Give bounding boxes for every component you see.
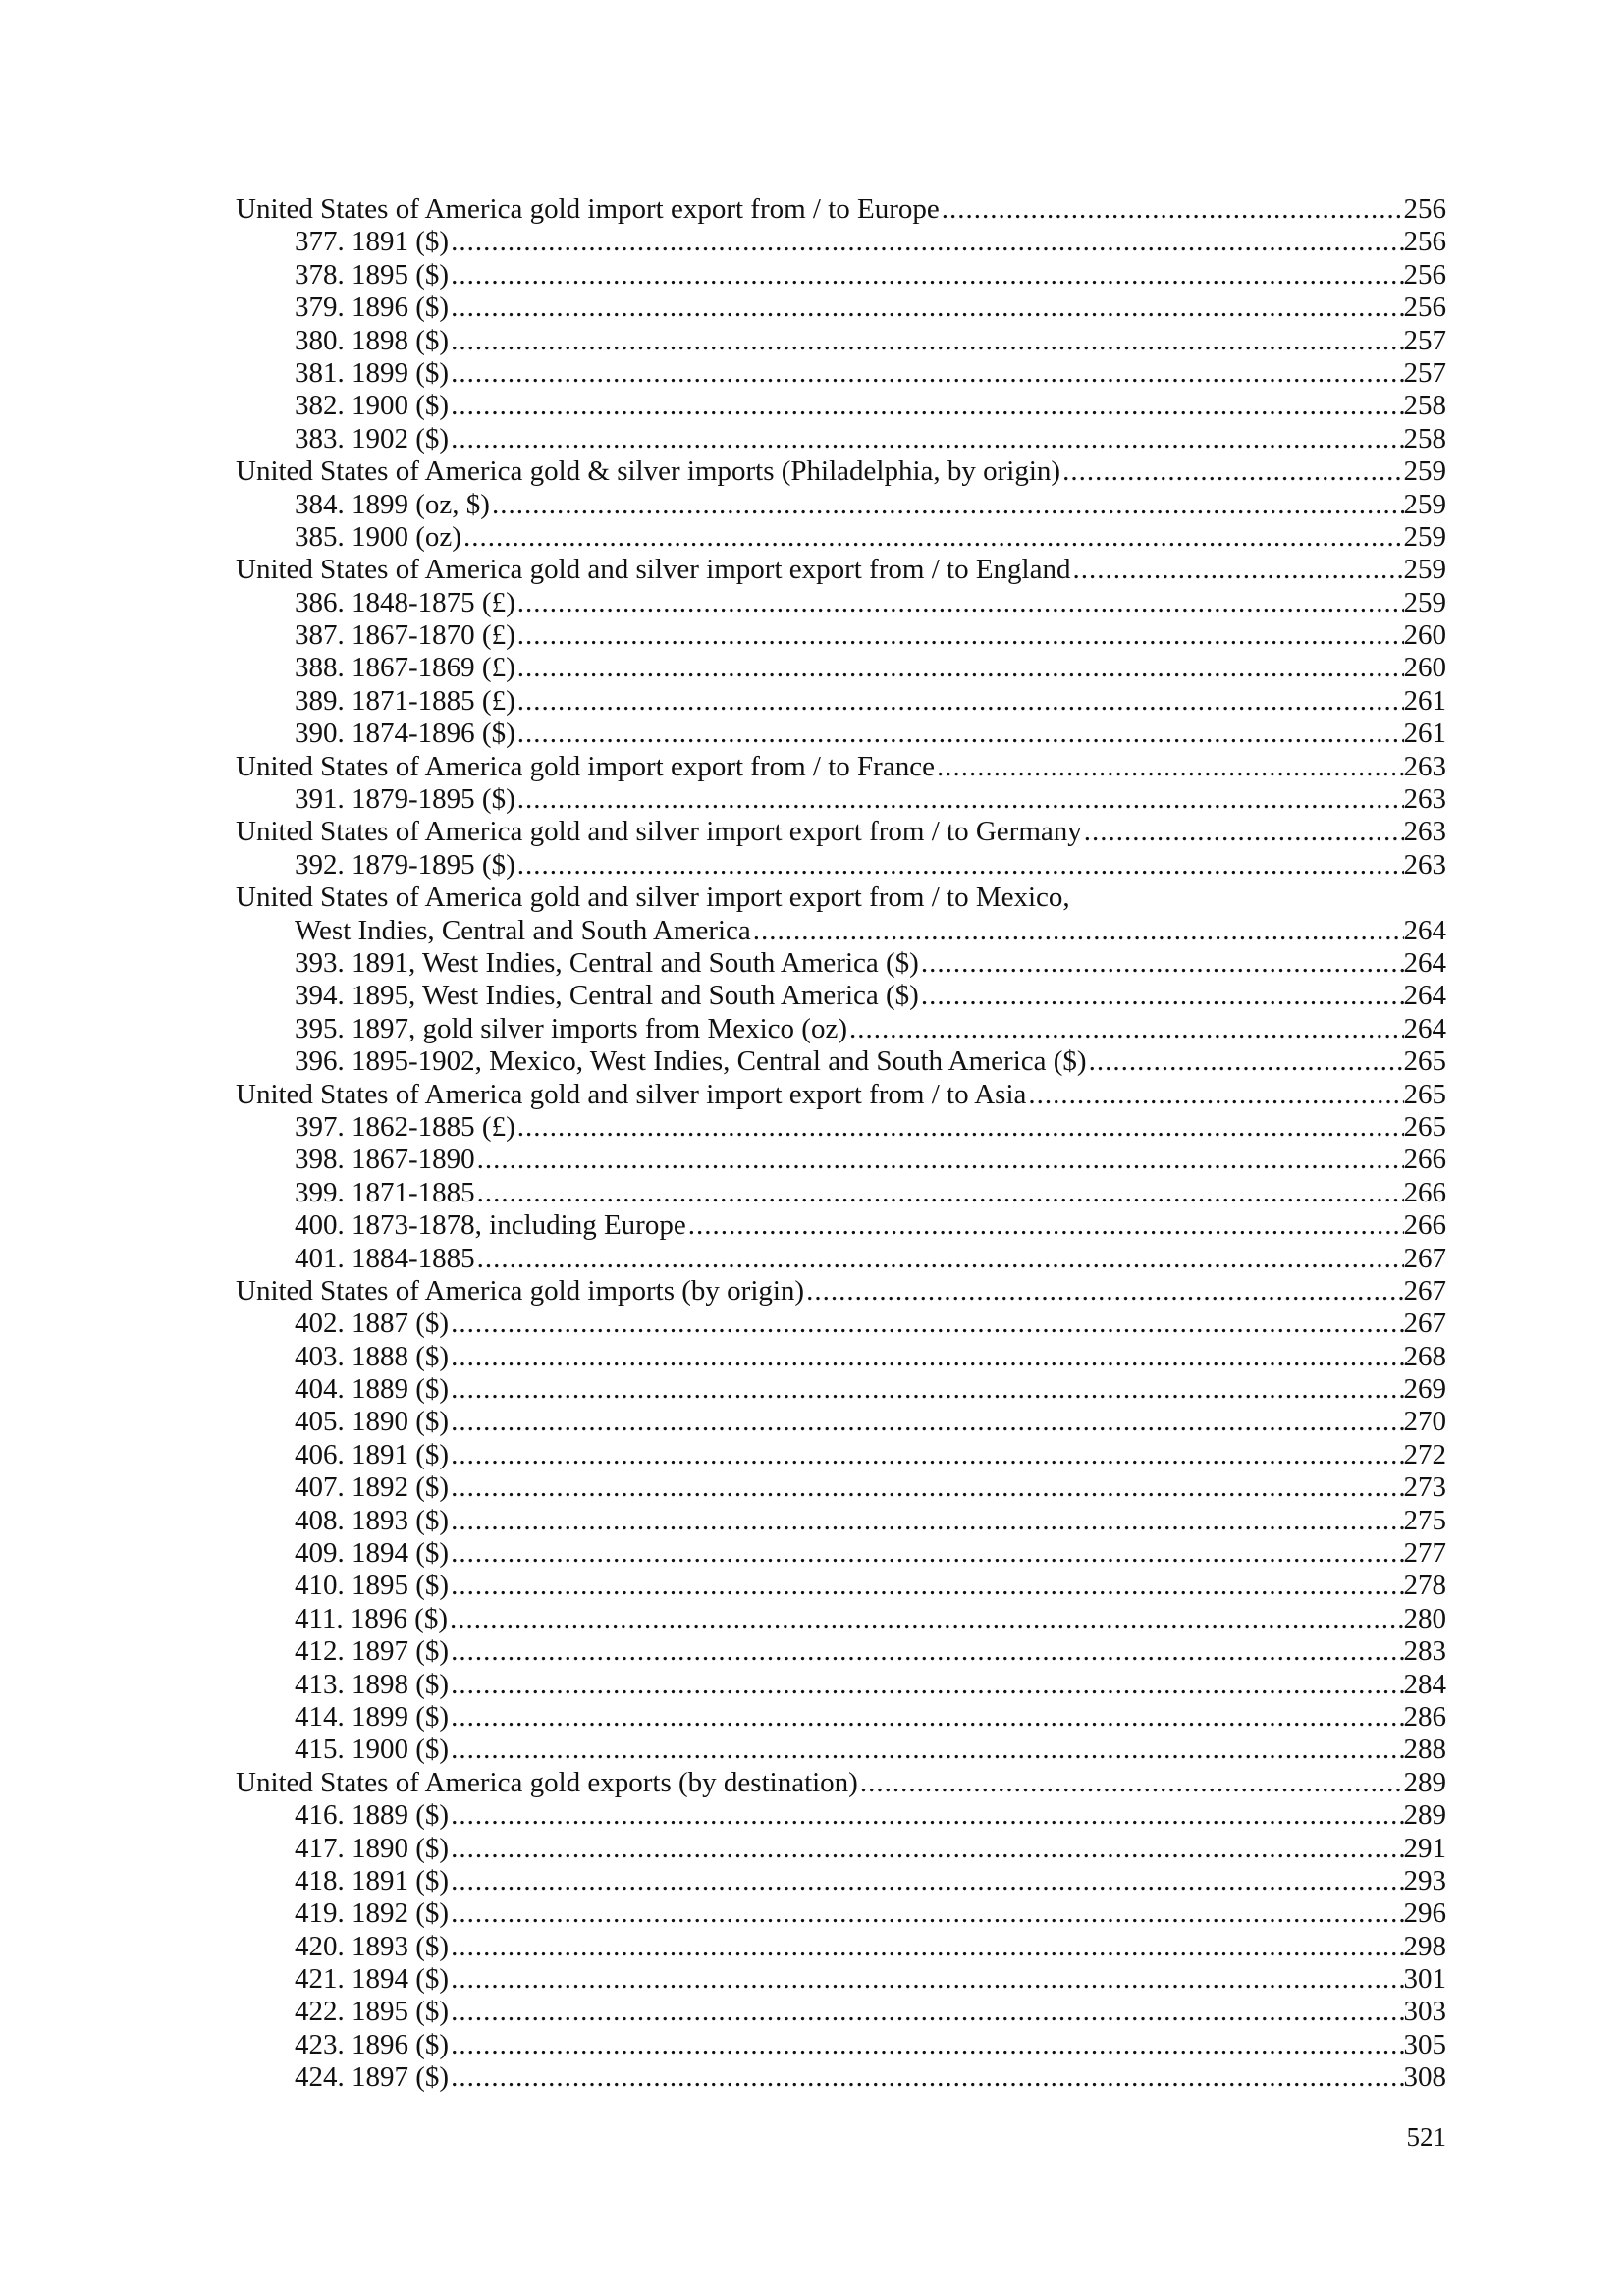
dot-leader	[449, 357, 1403, 390]
toc-entry-title: United States of America gold imports (by origin)	[236, 1274, 805, 1307]
toc-entry-page: 257	[1403, 356, 1446, 389]
toc-entry	[236, 1669, 1446, 1701]
dot-leader	[919, 980, 1404, 1012]
toc-entry-page: 264	[1403, 1012, 1446, 1044]
dot-leader	[515, 718, 1404, 750]
toc-entry-page: 273	[1403, 1471, 1446, 1504]
toc-entry	[236, 521, 1446, 554]
toc-entry-title: 424. 1897 ($)	[295, 2061, 450, 2094]
toc-section-heading	[236, 751, 1446, 783]
toc-entry-title: 391. 1879-1895 ($)	[295, 783, 515, 816]
toc-entry-title: 382. 1900 ($)	[295, 390, 450, 422]
toc-entry-page: 259	[1403, 488, 1446, 520]
toc-entry-page: 305	[1403, 2028, 1446, 2060]
toc-entry-page: 269	[1403, 1373, 1446, 1406]
toc-entry-page: 284	[1403, 1668, 1446, 1700]
toc-entry	[236, 1603, 1446, 1635]
toc-entry-title: 380. 1898 ($)	[295, 324, 450, 356]
toc-entry-title: 411. 1896 ($)	[295, 1602, 448, 1634]
toc-entry-page: 261	[1403, 684, 1446, 717]
toc-entry-title: 377. 1891 ($)	[295, 226, 450, 258]
dot-leader	[449, 1799, 1403, 1832]
dot-leader	[804, 1275, 1403, 1308]
toc-entry-title: United States of America gold exports (by destination)	[236, 1766, 858, 1798]
toc-entry-page: 258	[1403, 390, 1446, 422]
toc-entry-title: 402. 1887 ($)	[295, 1308, 450, 1340]
toc-entry-title: 379. 1896 ($)	[295, 292, 450, 324]
dot-leader	[475, 1177, 1404, 1209]
toc-entry-page: 265	[1403, 1110, 1446, 1143]
toc-entry-title: 385. 1900 (oz)	[295, 520, 461, 553]
dot-leader	[449, 2061, 1403, 2094]
toc-entry-page: 256	[1403, 258, 1446, 291]
toc-entry-page: 256	[1403, 193, 1446, 225]
toc-entry-page: 272	[1403, 1438, 1446, 1470]
toc-entry-title: United States of America gold import export from / to Europe	[236, 193, 940, 225]
toc-entry-title: 378. 1895 ($)	[295, 258, 450, 291]
toc-entry-page: 301	[1403, 1963, 1446, 1996]
toc-entry	[236, 587, 1446, 619]
toc-entry	[236, 783, 1446, 816]
dot-leader	[449, 1537, 1403, 1570]
toc-entry-title: 383. 1902 ($)	[295, 422, 450, 454]
toc-entry	[236, 619, 1446, 652]
toc-entry	[236, 1897, 1446, 1930]
toc-entry-title: 413. 1898 ($)	[295, 1668, 450, 1700]
toc-entry-title: 418. 1891 ($)	[295, 1864, 450, 1896]
toc-entry-page: 303	[1403, 1996, 1446, 2028]
dot-leader	[515, 685, 1404, 718]
toc-entry-title: 410. 1895 ($)	[295, 1570, 450, 1602]
toc-entry-page: 266	[1403, 1176, 1446, 1208]
toc-entry-page: 265	[1403, 1045, 1446, 1078]
dot-leader	[449, 1865, 1403, 1897]
toc-entry	[236, 1931, 1446, 1963]
dot-leader	[490, 489, 1404, 521]
toc-entry	[236, 980, 1446, 1012]
dot-leader	[1082, 816, 1404, 848]
toc-section-heading	[236, 1767, 1446, 1799]
toc-entry-page: 283	[1403, 1635, 1446, 1668]
dot-leader	[515, 783, 1404, 816]
dot-leader	[449, 1734, 1403, 1766]
toc-entry-title: 397. 1862-1885 (£)	[295, 1110, 515, 1143]
toc-entry-title: 394. 1895, West Indies, Central and South America ($)	[295, 980, 919, 1012]
dot-leader	[935, 751, 1404, 783]
toc-entry-page: 267	[1403, 1242, 1446, 1274]
toc-entry-title: 403. 1888 ($)	[295, 1340, 450, 1372]
dot-leader	[449, 325, 1403, 357]
dot-leader	[449, 2029, 1403, 2061]
toc-entry	[236, 1865, 1446, 1897]
toc-entry	[236, 2061, 1446, 2094]
toc-section-heading	[236, 1079, 1446, 1111]
toc-entry	[236, 390, 1446, 422]
toc-entry-title: 388. 1867-1869 (£)	[295, 652, 515, 684]
toc-entry-page: 259	[1403, 520, 1446, 553]
toc-section-heading	[236, 881, 1446, 914]
toc-entry-page: 267	[1403, 1274, 1446, 1307]
toc-entry	[236, 685, 1446, 718]
toc-entry-title: 414. 1899 ($)	[295, 1700, 450, 1733]
toc-entry-page: 258	[1403, 422, 1446, 454]
toc-entry-page: 259	[1403, 455, 1446, 488]
toc-entry-title: United States of America gold & silver imports (Philadelphia, by origin)	[236, 455, 1061, 488]
toc-entry-title: 393. 1891, West Indies, Central and South America ($)	[295, 946, 919, 979]
toc-entry-title: 400. 1873-1878, including Europe	[295, 1209, 686, 1242]
toc-entry-page: 275	[1403, 1504, 1446, 1536]
toc-section-heading	[236, 193, 1446, 226]
dot-leader	[686, 1209, 1404, 1242]
toc-entry-page: 289	[1403, 1766, 1446, 1798]
toc-entry-page: 293	[1403, 1864, 1446, 1896]
dot-leader	[515, 619, 1404, 652]
toc-section-heading	[236, 1275, 1446, 1308]
toc-section-heading	[236, 554, 1446, 586]
dot-leader	[461, 521, 1404, 554]
toc-entry	[236, 1045, 1446, 1078]
toc-entry-page: 263	[1403, 848, 1446, 881]
toc-entry-page: 270	[1403, 1406, 1446, 1438]
dot-leader	[449, 1373, 1403, 1406]
toc-entry-page: 257	[1403, 324, 1446, 356]
toc-entry-page: 260	[1403, 619, 1446, 652]
dot-leader	[940, 193, 1404, 226]
toc-entry	[236, 1537, 1446, 1570]
dot-leader	[1060, 455, 1403, 488]
toc-entry	[236, 423, 1446, 455]
toc-entry-page: 265	[1403, 1078, 1446, 1110]
toc-entry-page: 264	[1403, 980, 1446, 1012]
page-number: 521	[1406, 2122, 1446, 2152]
toc-entry	[236, 1505, 1446, 1537]
toc-entry-title: 412. 1897 ($)	[295, 1635, 450, 1668]
dot-leader	[858, 1767, 1404, 1799]
dot-leader	[449, 1439, 1403, 1471]
toc-entry	[236, 1406, 1446, 1438]
toc-entry-title: 408. 1893 ($)	[295, 1504, 450, 1536]
toc-entry	[236, 1799, 1446, 1832]
toc-entry-title: 419. 1892 ($)	[295, 1897, 450, 1930]
dot-leader	[449, 1897, 1403, 1930]
toc-entry-page: 263	[1403, 816, 1446, 848]
toc-entry	[236, 652, 1446, 684]
toc-entry-title: 407. 1892 ($)	[295, 1471, 450, 1504]
toc-entry	[236, 1701, 1446, 1734]
dot-leader	[449, 1833, 1403, 1865]
toc-entry-title: United States of America gold and silver import export from / to England	[236, 554, 1071, 586]
dot-leader	[449, 390, 1403, 422]
toc-entry-page: 263	[1403, 783, 1446, 816]
toc-entry	[236, 1439, 1446, 1471]
toc-entry-title: 420. 1893 ($)	[295, 1930, 450, 1962]
dot-leader	[475, 1144, 1404, 1176]
toc-entry-title: 417. 1890 ($)	[295, 1832, 450, 1864]
toc-entry-title: 396. 1895-1902, Mexico, West Indies, Central and South America ($)	[295, 1045, 1087, 1078]
dot-leader	[448, 1603, 1404, 1635]
dot-leader	[449, 1701, 1403, 1734]
toc-entry	[236, 1734, 1446, 1766]
dot-leader	[847, 1013, 1404, 1045]
toc-entry	[236, 1243, 1446, 1275]
dot-leader	[449, 292, 1403, 324]
toc-entry-page: 264	[1403, 914, 1446, 946]
toc-entry-title: 384. 1899 (oz, $)	[295, 488, 490, 520]
toc-entry	[236, 357, 1446, 390]
toc-entry	[236, 1996, 1446, 2028]
dot-leader	[449, 259, 1403, 292]
toc-entry-title: 386. 1848-1875 (£)	[295, 586, 515, 618]
toc-entry-title: United States of America gold import export from / to France	[236, 750, 935, 782]
toc-entry-title: 399. 1871-1885	[295, 1176, 475, 1208]
dot-leader	[449, 423, 1403, 455]
toc-entry-title: 404. 1889 ($)	[295, 1373, 450, 1406]
dot-leader	[449, 1341, 1403, 1373]
toc-entry-page: 259	[1403, 554, 1446, 586]
toc-entry	[236, 915, 1446, 947]
toc-entry	[236, 1111, 1446, 1144]
toc-entry-title: United States of America gold and silver import export from / to Germany	[236, 816, 1082, 848]
toc-entry-title: 406. 1891 ($)	[295, 1438, 450, 1470]
toc-entry-title: 390. 1874-1896 ($)	[295, 718, 515, 750]
toc-entry-title: 415. 1900 ($)	[295, 1734, 450, 1766]
dot-leader	[751, 915, 1404, 947]
dot-leader	[449, 1931, 1403, 1963]
toc-entry	[236, 947, 1446, 980]
toc-entry-page: 259	[1403, 586, 1446, 618]
table-of-contents	[236, 193, 1446, 2095]
toc-entry-title: 387. 1867-1870 (£)	[295, 619, 515, 652]
toc-entry-page: 260	[1403, 652, 1446, 684]
toc-entry-page: 286	[1403, 1700, 1446, 1733]
dot-leader	[449, 1505, 1403, 1537]
toc-section-heading	[236, 816, 1446, 848]
toc-entry-page: 268	[1403, 1340, 1446, 1372]
toc-entry-title: 398. 1867-1890	[295, 1144, 475, 1176]
toc-entry	[236, 1308, 1446, 1340]
toc-entry	[236, 2029, 1446, 2061]
toc-entry-page: 263	[1403, 750, 1446, 782]
toc-entry	[236, 489, 1446, 521]
dot-leader	[919, 947, 1404, 980]
dot-leader	[449, 1406, 1403, 1438]
toc-entry-title: West Indies, Central and South America	[295, 914, 751, 946]
toc-entry-page: 291	[1403, 1832, 1446, 1864]
toc-entry-title: 405. 1890 ($)	[295, 1406, 450, 1438]
toc-entry	[236, 1471, 1446, 1504]
toc-entry	[236, 1209, 1446, 1242]
toc-section-heading	[236, 455, 1446, 488]
dot-leader	[449, 1570, 1403, 1602]
toc-entry-title: 389. 1871-1885 (£)	[295, 684, 515, 717]
toc-entry-title: United States of America gold and silver import export from / to Asia	[236, 1078, 1027, 1110]
dot-leader	[449, 1471, 1403, 1504]
toc-entry-page: 298	[1403, 1930, 1446, 1962]
toc-entry-title: 416. 1889 ($)	[295, 1799, 450, 1832]
toc-entry-page: 288	[1403, 1734, 1446, 1766]
toc-entry	[236, 325, 1446, 357]
dot-leader	[515, 652, 1404, 684]
toc-entry-title: 423. 1896 ($)	[295, 2028, 450, 2060]
dot-leader	[515, 1111, 1404, 1144]
dot-leader	[449, 1963, 1403, 1996]
dot-leader	[449, 1669, 1403, 1701]
toc-entry-page: 264	[1403, 946, 1446, 979]
dot-leader	[515, 587, 1404, 619]
toc-entry	[236, 849, 1446, 881]
toc-entry-page: 277	[1403, 1537, 1446, 1570]
toc-entry	[236, 1013, 1446, 1045]
dot-leader	[449, 1635, 1403, 1668]
toc-entry	[236, 1341, 1446, 1373]
toc-entry	[236, 226, 1446, 258]
toc-entry	[236, 1177, 1446, 1209]
toc-entry-page: 267	[1403, 1308, 1446, 1340]
toc-entry-page: 266	[1403, 1144, 1446, 1176]
toc-entry	[236, 1635, 1446, 1668]
dot-leader	[1087, 1045, 1404, 1078]
dot-leader	[449, 1308, 1403, 1340]
toc-entry-title: 421. 1894 ($)	[295, 1963, 450, 1996]
toc-entry-page: 289	[1403, 1799, 1446, 1832]
toc-entry-page: 256	[1403, 226, 1446, 258]
dot-leader	[475, 1243, 1404, 1275]
toc-entry-page: 296	[1403, 1897, 1446, 1930]
toc-entry-title: United States of America gold and silver import export from / to Mexico,	[236, 881, 1070, 914]
toc-entry-title: 381. 1899 ($)	[295, 356, 450, 389]
toc-entry	[236, 1373, 1446, 1406]
dot-leader	[1071, 554, 1404, 586]
toc-entry-title: 422. 1895 ($)	[295, 1996, 450, 2028]
toc-entry-page: 278	[1403, 1570, 1446, 1602]
toc-entry-page: 266	[1403, 1209, 1446, 1242]
toc-entry-title: 409. 1894 ($)	[295, 1537, 450, 1570]
toc-entry	[236, 292, 1446, 324]
toc-entry	[236, 1144, 1446, 1176]
toc-entry	[236, 1570, 1446, 1602]
toc-entry	[236, 259, 1446, 292]
toc-entry-title: 395. 1897, gold silver imports from Mexico (oz)	[295, 1012, 847, 1044]
dot-leader	[449, 226, 1403, 258]
toc-entry-page: 280	[1403, 1602, 1446, 1634]
toc-entry	[236, 1963, 1446, 1996]
toc-entry-page: 261	[1403, 718, 1446, 750]
toc-entry	[236, 718, 1446, 750]
dot-leader	[1026, 1079, 1403, 1111]
toc-entry	[236, 1833, 1446, 1865]
toc-entry-title: 392. 1879-1895 ($)	[295, 848, 515, 881]
dot-leader	[449, 1996, 1403, 2028]
toc-entry-title: 401. 1884-1885	[295, 1242, 475, 1274]
dot-leader	[515, 849, 1404, 881]
toc-entry-page: 256	[1403, 292, 1446, 324]
toc-entry-page: 308	[1403, 2061, 1446, 2094]
